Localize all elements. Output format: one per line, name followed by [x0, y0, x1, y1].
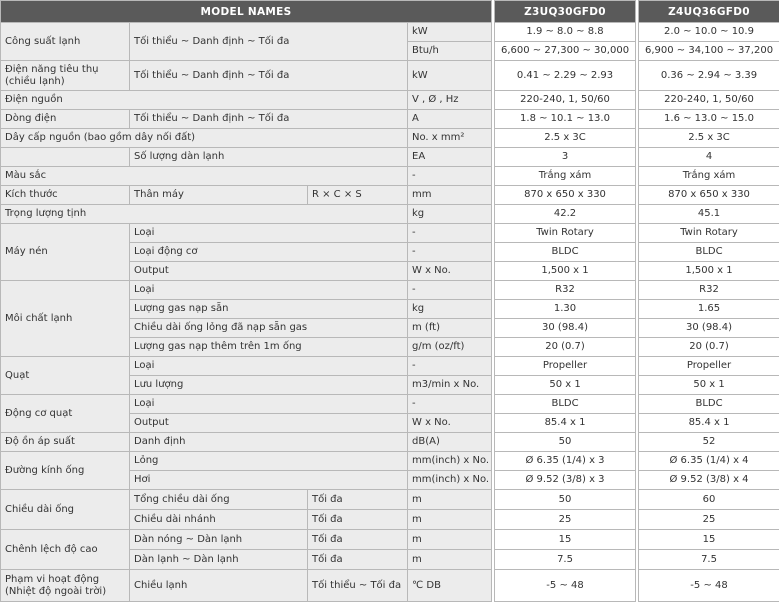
spec-unit: A	[408, 110, 492, 129]
spec-subcategory: Tối thiểu ~ Danh định ~ Tối đa	[130, 23, 408, 61]
spec-subcategory: Lượng gas nạp sẵn	[130, 300, 408, 319]
model-2-header: Z4UQ36GFD0	[639, 1, 779, 23]
spec-category: Chiều dài ống	[1, 490, 130, 530]
spec-unit: m	[408, 530, 492, 550]
spec-category: Chênh lệch độ cao	[1, 530, 130, 570]
spec-category: Màu sắc	[1, 167, 408, 186]
spec-category: Môi chất lạnh	[1, 281, 130, 357]
spec-unit: g/m (oz/ft)	[408, 338, 492, 357]
model-1-value: BLDC	[495, 243, 636, 262]
spec-row	[1, 91, 779, 110]
model-1-value: BLDC	[495, 395, 636, 414]
spec-unit: -	[408, 395, 492, 414]
model-2-value: BLDC	[639, 243, 779, 262]
spec-row	[1, 433, 779, 452]
spec-category	[1, 148, 130, 167]
model-2-value: 20 (0.7)	[639, 338, 779, 357]
spec-unit: mm(inch) x No.	[408, 452, 492, 471]
model-1-value: 1.30	[495, 300, 636, 319]
spec-category: Phạm vi hoạt động (Nhiệt độ ngoài trời)	[1, 570, 130, 602]
spec-condition: Tối đa	[308, 510, 408, 530]
spec-category: Độ ồn áp suất	[1, 433, 130, 452]
model-2-value: Twin Rotary	[639, 224, 779, 243]
spec-category: Quạt	[1, 357, 130, 395]
spec-subcategory: Dàn nóng ~ Dàn lạnh	[130, 530, 308, 550]
spec-subcategory: Danh định	[130, 433, 408, 452]
spec-category: Dòng điện	[1, 110, 130, 129]
spec-unit: kg	[408, 205, 492, 224]
spec-unit: kg	[408, 300, 492, 319]
spec-row	[1, 186, 779, 205]
model-1-value: 20 (0.7)	[495, 338, 636, 357]
model-1-value: 1.9 ~ 8.0 ~ 8.8	[495, 23, 636, 42]
spec-row	[1, 129, 779, 148]
model-1-value: Ø 9.52 (3/8) x 3	[495, 471, 636, 490]
model-2-value: 1,500 x 1	[639, 262, 779, 281]
spec-subcategory: Loại động cơ	[130, 243, 408, 262]
spec-unit: dB(A)	[408, 433, 492, 452]
spec-unit: m (ft)	[408, 319, 492, 338]
spec-row	[1, 281, 779, 300]
spec-category: Động cơ quạt	[1, 395, 130, 433]
model-2-value: 0.36 ~ 2.94 ~ 3.39	[639, 61, 779, 91]
header-row	[1, 1, 779, 23]
spec-subcategory: Loại	[130, 395, 408, 414]
model-2-value: 1.6 ~ 13.0 ~ 15.0	[639, 110, 779, 129]
spec-row	[1, 23, 779, 42]
spec-subcategory: Tổng chiều dài ống	[130, 490, 308, 510]
spec-category: Đường kính ống	[1, 452, 130, 490]
spec-unit: EA	[408, 148, 492, 167]
spec-unit: -	[408, 167, 492, 186]
model-2-value: -5 ~ 48	[639, 570, 779, 602]
model-1-value: 42.2	[495, 205, 636, 224]
spec-condition: R × C × S	[308, 186, 408, 205]
model-2-value: 85.4 x 1	[639, 414, 779, 433]
model-1-value: Propeller	[495, 357, 636, 376]
spec-body	[1, 23, 779, 602]
spec-subcategory: Chiều dài nhánh	[130, 510, 308, 530]
model-1-value: 30 (98.4)	[495, 319, 636, 338]
spec-subcategory: Tối thiểu ~ Danh định ~ Tối đa	[130, 110, 408, 129]
model-1-value: 7.5	[495, 550, 636, 570]
model-2-value: Ø 6.35 (1/4) x 4	[639, 452, 779, 471]
spec-subcategory: Loại	[130, 281, 408, 300]
model-2-value: 50 x 1	[639, 376, 779, 395]
spec-unit: W x No.	[408, 262, 492, 281]
model-1-value: 15	[495, 530, 636, 550]
model-1-value: 220-240, 1, 50/60	[495, 91, 636, 110]
spec-category: Công suất lạnh	[1, 23, 130, 61]
model-2-value: 7.5	[639, 550, 779, 570]
spec-subcategory: Dàn lạnh ~ Dàn lạnh	[130, 550, 308, 570]
model-1-value: Trắng xám	[495, 167, 636, 186]
model-1-value: 3	[495, 148, 636, 167]
spec-subcategory: Output	[130, 262, 408, 281]
spec-row	[1, 224, 779, 243]
model-1-value: 0.41 ~ 2.29 ~ 2.93	[495, 61, 636, 91]
spec-subcategory: Thân máy	[130, 186, 308, 205]
spec-subcategory: Số lượng dàn lạnh	[130, 148, 408, 167]
model-1-value: 1,500 x 1	[495, 262, 636, 281]
model-1-value: 2.5 x 3C	[495, 129, 636, 148]
spec-subcategory: Tối thiểu ~ Danh định ~ Tối đa	[130, 61, 408, 91]
spec-unit: -	[408, 243, 492, 262]
spec-subcategory: Loại	[130, 224, 408, 243]
spec-row	[1, 357, 779, 376]
spec-unit: m	[408, 490, 492, 510]
model-1-value: -5 ~ 48	[495, 570, 636, 602]
model-2-value: 6,900 ~ 34,100 ~ 37,200	[639, 42, 779, 61]
model-1-value: 50	[495, 490, 636, 510]
spec-unit: mm	[408, 186, 492, 205]
spec-row	[1, 148, 779, 167]
spec-unit: -	[408, 224, 492, 243]
spec-row	[1, 530, 779, 550]
spec-subcategory: Lưu lượng	[130, 376, 408, 395]
model-2-value: BLDC	[639, 395, 779, 414]
model-names-header: MODEL NAMES	[1, 1, 492, 23]
model-2-value: Propeller	[639, 357, 779, 376]
model-1-value: 85.4 x 1	[495, 414, 636, 433]
model-1-header: Z3UQ30GFD0	[495, 1, 636, 23]
model-1-value: 6,600 ~ 27,300 ~ 30,000	[495, 42, 636, 61]
spec-unit: -	[408, 357, 492, 376]
model-2-value: 2.5 x 3C	[639, 129, 779, 148]
spec-row	[1, 205, 779, 224]
spec-condition: Tối thiểu ~ Tối đa	[308, 570, 408, 602]
model-1-value: 50	[495, 433, 636, 452]
spec-subcategory: Chiều dài ống lỏng đã nạp sẵn gas	[130, 319, 408, 338]
model-2-value: 30 (98.4)	[639, 319, 779, 338]
spec-category: Trọng lượng tịnh	[1, 205, 408, 224]
model-1-value: 50 x 1	[495, 376, 636, 395]
spec-unit: No. x mm²	[408, 129, 492, 148]
spec-row	[1, 61, 779, 91]
spec-unit: m	[408, 550, 492, 570]
spec-subcategory: Loại	[130, 357, 408, 376]
spec-row	[1, 395, 779, 414]
model-2-value: 60	[639, 490, 779, 510]
spec-category: Dây cấp nguồn (bao gồm dây nối đất)	[1, 129, 408, 148]
model-1-value: Twin Rotary	[495, 224, 636, 243]
spec-unit: ℃ DB	[408, 570, 492, 602]
spec-unit: Btu/h	[408, 42, 492, 61]
spec-subcategory: Lỏng	[130, 452, 408, 471]
model-2-value: 25	[639, 510, 779, 530]
spec-row	[1, 110, 779, 129]
model-1-value: 1.8 ~ 10.1 ~ 13.0	[495, 110, 636, 129]
model-1-value: R32	[495, 281, 636, 300]
spec-category: Kích thước	[1, 186, 130, 205]
spec-subcategory: Chiều lạnh	[130, 570, 308, 602]
model-2-value: Trắng xám	[639, 167, 779, 186]
model-1-value: 25	[495, 510, 636, 530]
model-2-value: 2.0 ~ 10.0 ~ 10.9	[639, 23, 779, 42]
model-2-value: R32	[639, 281, 779, 300]
spec-subcategory: Output	[130, 414, 408, 433]
spec-unit: kW	[408, 23, 492, 42]
spec-category: Điện năng tiêu thụ (chiều lạnh)	[1, 61, 130, 91]
model-2-value: 220-240, 1, 50/60	[639, 91, 779, 110]
spec-condition: Tối đa	[308, 530, 408, 550]
spec-unit: m	[408, 510, 492, 530]
spec-category: Máy nén	[1, 224, 130, 281]
spec-unit: m3/min x No.	[408, 376, 492, 395]
spec-unit: -	[408, 281, 492, 300]
model-2-value: 4	[639, 148, 779, 167]
spec-row	[1, 490, 779, 510]
model-1-value: 870 x 650 x 330	[495, 186, 636, 205]
model-2-value: 870 x 650 x 330	[639, 186, 779, 205]
spec-subcategory: Lượng gas nạp thêm trên 1m ống	[130, 338, 408, 357]
model-2-value: Ø 9.52 (3/8) x 4	[639, 471, 779, 490]
spec-unit: W x No.	[408, 414, 492, 433]
model-2-value: 52	[639, 433, 779, 452]
model-1-value: Ø 6.35 (1/4) x 3	[495, 452, 636, 471]
spec-subcategory: Hơi	[130, 471, 408, 490]
model-2-value: 1.65	[639, 300, 779, 319]
model-2-value: 15	[639, 530, 779, 550]
spec-condition: Tối đa	[308, 550, 408, 570]
spec-row	[1, 167, 779, 186]
spec-row	[1, 570, 779, 602]
model-2-value: 45.1	[639, 205, 779, 224]
spec-row	[1, 452, 779, 471]
spec-condition: Tối đa	[308, 490, 408, 510]
spec-category: Điện nguồn	[1, 91, 408, 110]
spec-unit: mm(inch) x No.	[408, 471, 492, 490]
spec-unit: V , Ø , Hz	[408, 91, 492, 110]
spec-unit: kW	[408, 61, 492, 91]
